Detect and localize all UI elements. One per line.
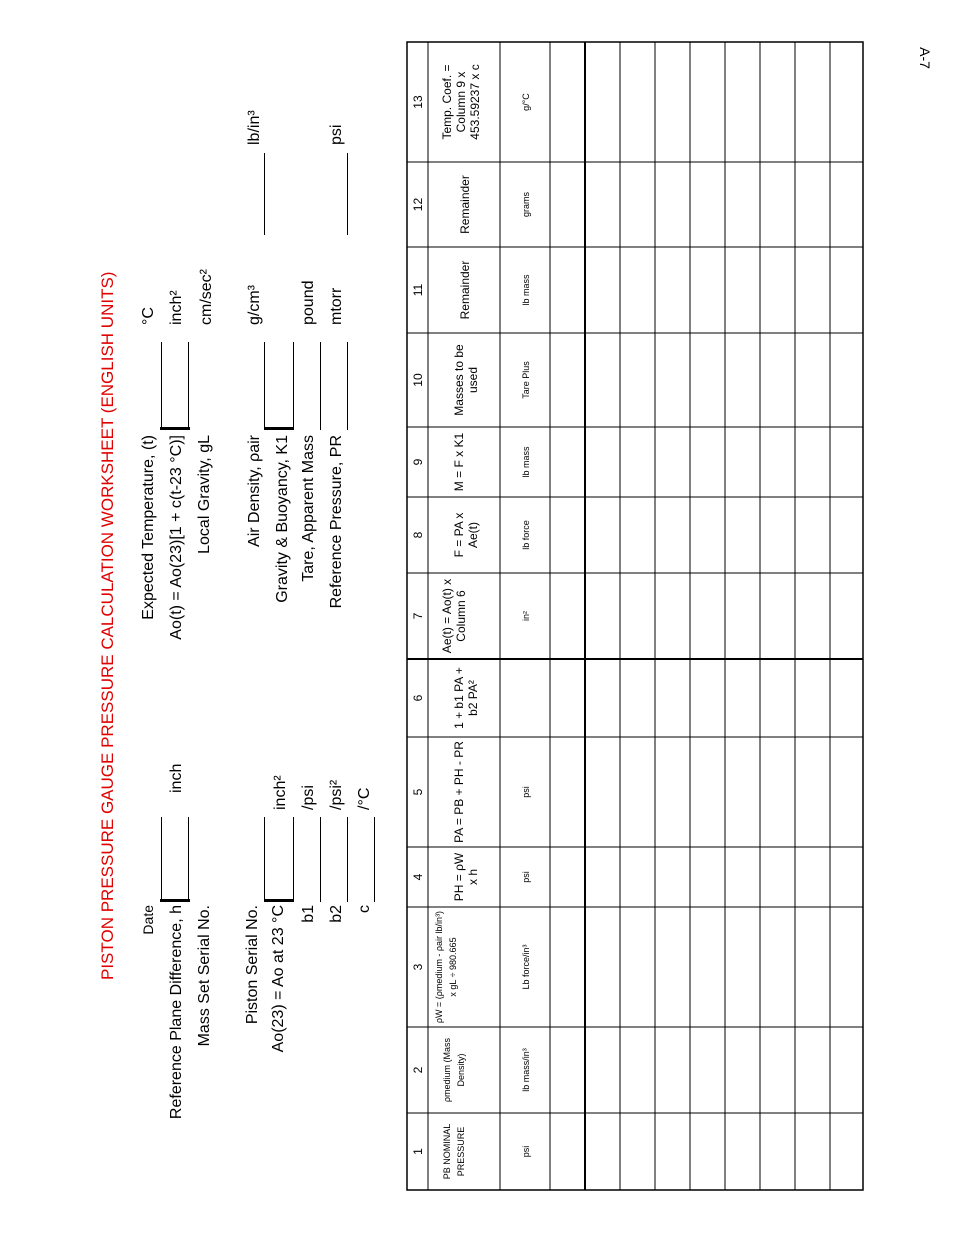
field-aot-label: Ao(t) = Ao(23)[1 + c(t-23 °C)] (168, 435, 185, 640)
field-ref-plane-label: Reference Plane Difference, h (168, 905, 185, 1120)
col-header-9: M = F x K1 (452, 432, 466, 492)
col-num-7: 7 (411, 612, 425, 620)
col-unit-8: lb force (521, 520, 531, 550)
col-unit-10: Tare Plus (521, 361, 531, 399)
col-header-11: Remainder (458, 260, 472, 320)
field-ref-pressure-unit2: psi (328, 124, 345, 145)
col-header-8: F = PA x Ae(t) (452, 512, 480, 558)
col-header-5: PA = PB + PH - PR (452, 741, 466, 843)
col-header-7: Ae(t) = Ao(t) x Column 6 (440, 578, 468, 654)
col-header-3: ρW = (ρmedium - ρair lb/in³) x gL ÷ 980.665 (434, 910, 458, 1024)
col-unit-3: Lb force/in³ (521, 944, 531, 990)
field-ref-pressure-label: Reference Pressure, PR (328, 435, 345, 609)
field-exp-temp-label: Expected Temperature, (t) (140, 435, 157, 620)
col-num-1: 1 (411, 1148, 425, 1155)
col-unit-12: grams (521, 192, 531, 218)
field-b1-label: b1 (300, 905, 317, 923)
col-unit-1: psi (521, 1145, 531, 1158)
col-num-9: 9 (411, 458, 425, 466)
col-unit-4: psi (521, 871, 531, 883)
col-header-13: Temp. Coef. = Column 9 x 453.59237 x c (440, 64, 482, 140)
col-num-5: 5 (411, 788, 425, 796)
field-exp-temp-unit: °C (140, 307, 157, 325)
field-b1-unit: /psi (300, 785, 317, 810)
field-ao23-unit: inch² (272, 775, 289, 810)
field-air-density-unit: g/cm³ (246, 285, 263, 325)
col-unit-2: lb mass/in³ (521, 1048, 531, 1092)
col-num-6: 6 (411, 694, 425, 702)
field-b2-unit: /psi² (328, 779, 345, 810)
col-header-10: Masses to be used (452, 344, 480, 416)
field-piston-serial-label: Piston Serial No. (244, 905, 261, 1025)
col-header-12: Remainder (458, 175, 472, 234)
col-num-13: 13 (411, 95, 425, 109)
field-local-gravity-label: Local Gravity, gL (196, 435, 213, 554)
field-tare-unit: pound (300, 280, 317, 325)
col-num-8: 8 (411, 531, 425, 539)
page-label: A-7 (916, 47, 933, 69)
col-header-1: PB NOMINAL PRESSURE (442, 1123, 466, 1180)
col-header-4: PH = ρW x h (452, 852, 480, 902)
field-ref-pressure-unit: mtorr (328, 287, 345, 325)
col-num-11: 11 (411, 283, 425, 297)
field-air-density-label: Air Density, ρair (246, 435, 263, 547)
col-header-2: ρmedium (Mass Density) (442, 1037, 466, 1103)
field-local-gravity-unit: cm/sec² (198, 269, 215, 325)
field-c-label: c (356, 905, 373, 913)
col-header-6: 1 + b1 PA + b2 PA² (452, 667, 480, 729)
worksheet-title: PISTON PRESSURE GAUGE PRESSURE CALCULATION WORKSHEET (ENGLISH UNITS) (98, 271, 117, 980)
col-unit-7: in² (521, 611, 531, 622)
col-unit-13: g/°C (521, 93, 531, 111)
field-ao23-label: Ao(23) = Ao at 23 °C (270, 905, 287, 1053)
col-unit-11: lb mass (521, 274, 531, 306)
field-mass-set-label: Mass Set Serial No. (196, 905, 213, 1047)
col-num-3: 3 (411, 963, 425, 971)
col-num-4: 4 (411, 873, 425, 881)
col-unit-9: lb mass (521, 446, 531, 478)
col-num-12: 12 (411, 197, 425, 212)
field-b2-label: b2 (328, 905, 345, 923)
field-aot-unit: inch² (168, 290, 185, 325)
field-date-label: Date (140, 905, 156, 935)
col-num-2: 2 (411, 1066, 425, 1074)
field-c-unit: /°C (356, 787, 373, 810)
field-ref-plane-unit: inch (168, 763, 185, 793)
field-air-density-unit2: lb/in³ (246, 110, 263, 145)
col-num-10: 10 (411, 373, 425, 387)
col-unit-5: psi (521, 786, 531, 798)
field-tare-label: Tare, Apparent Mass (300, 435, 317, 582)
field-gravity-buoyancy-label: Gravity & Buoyancy, K1 (274, 435, 291, 603)
